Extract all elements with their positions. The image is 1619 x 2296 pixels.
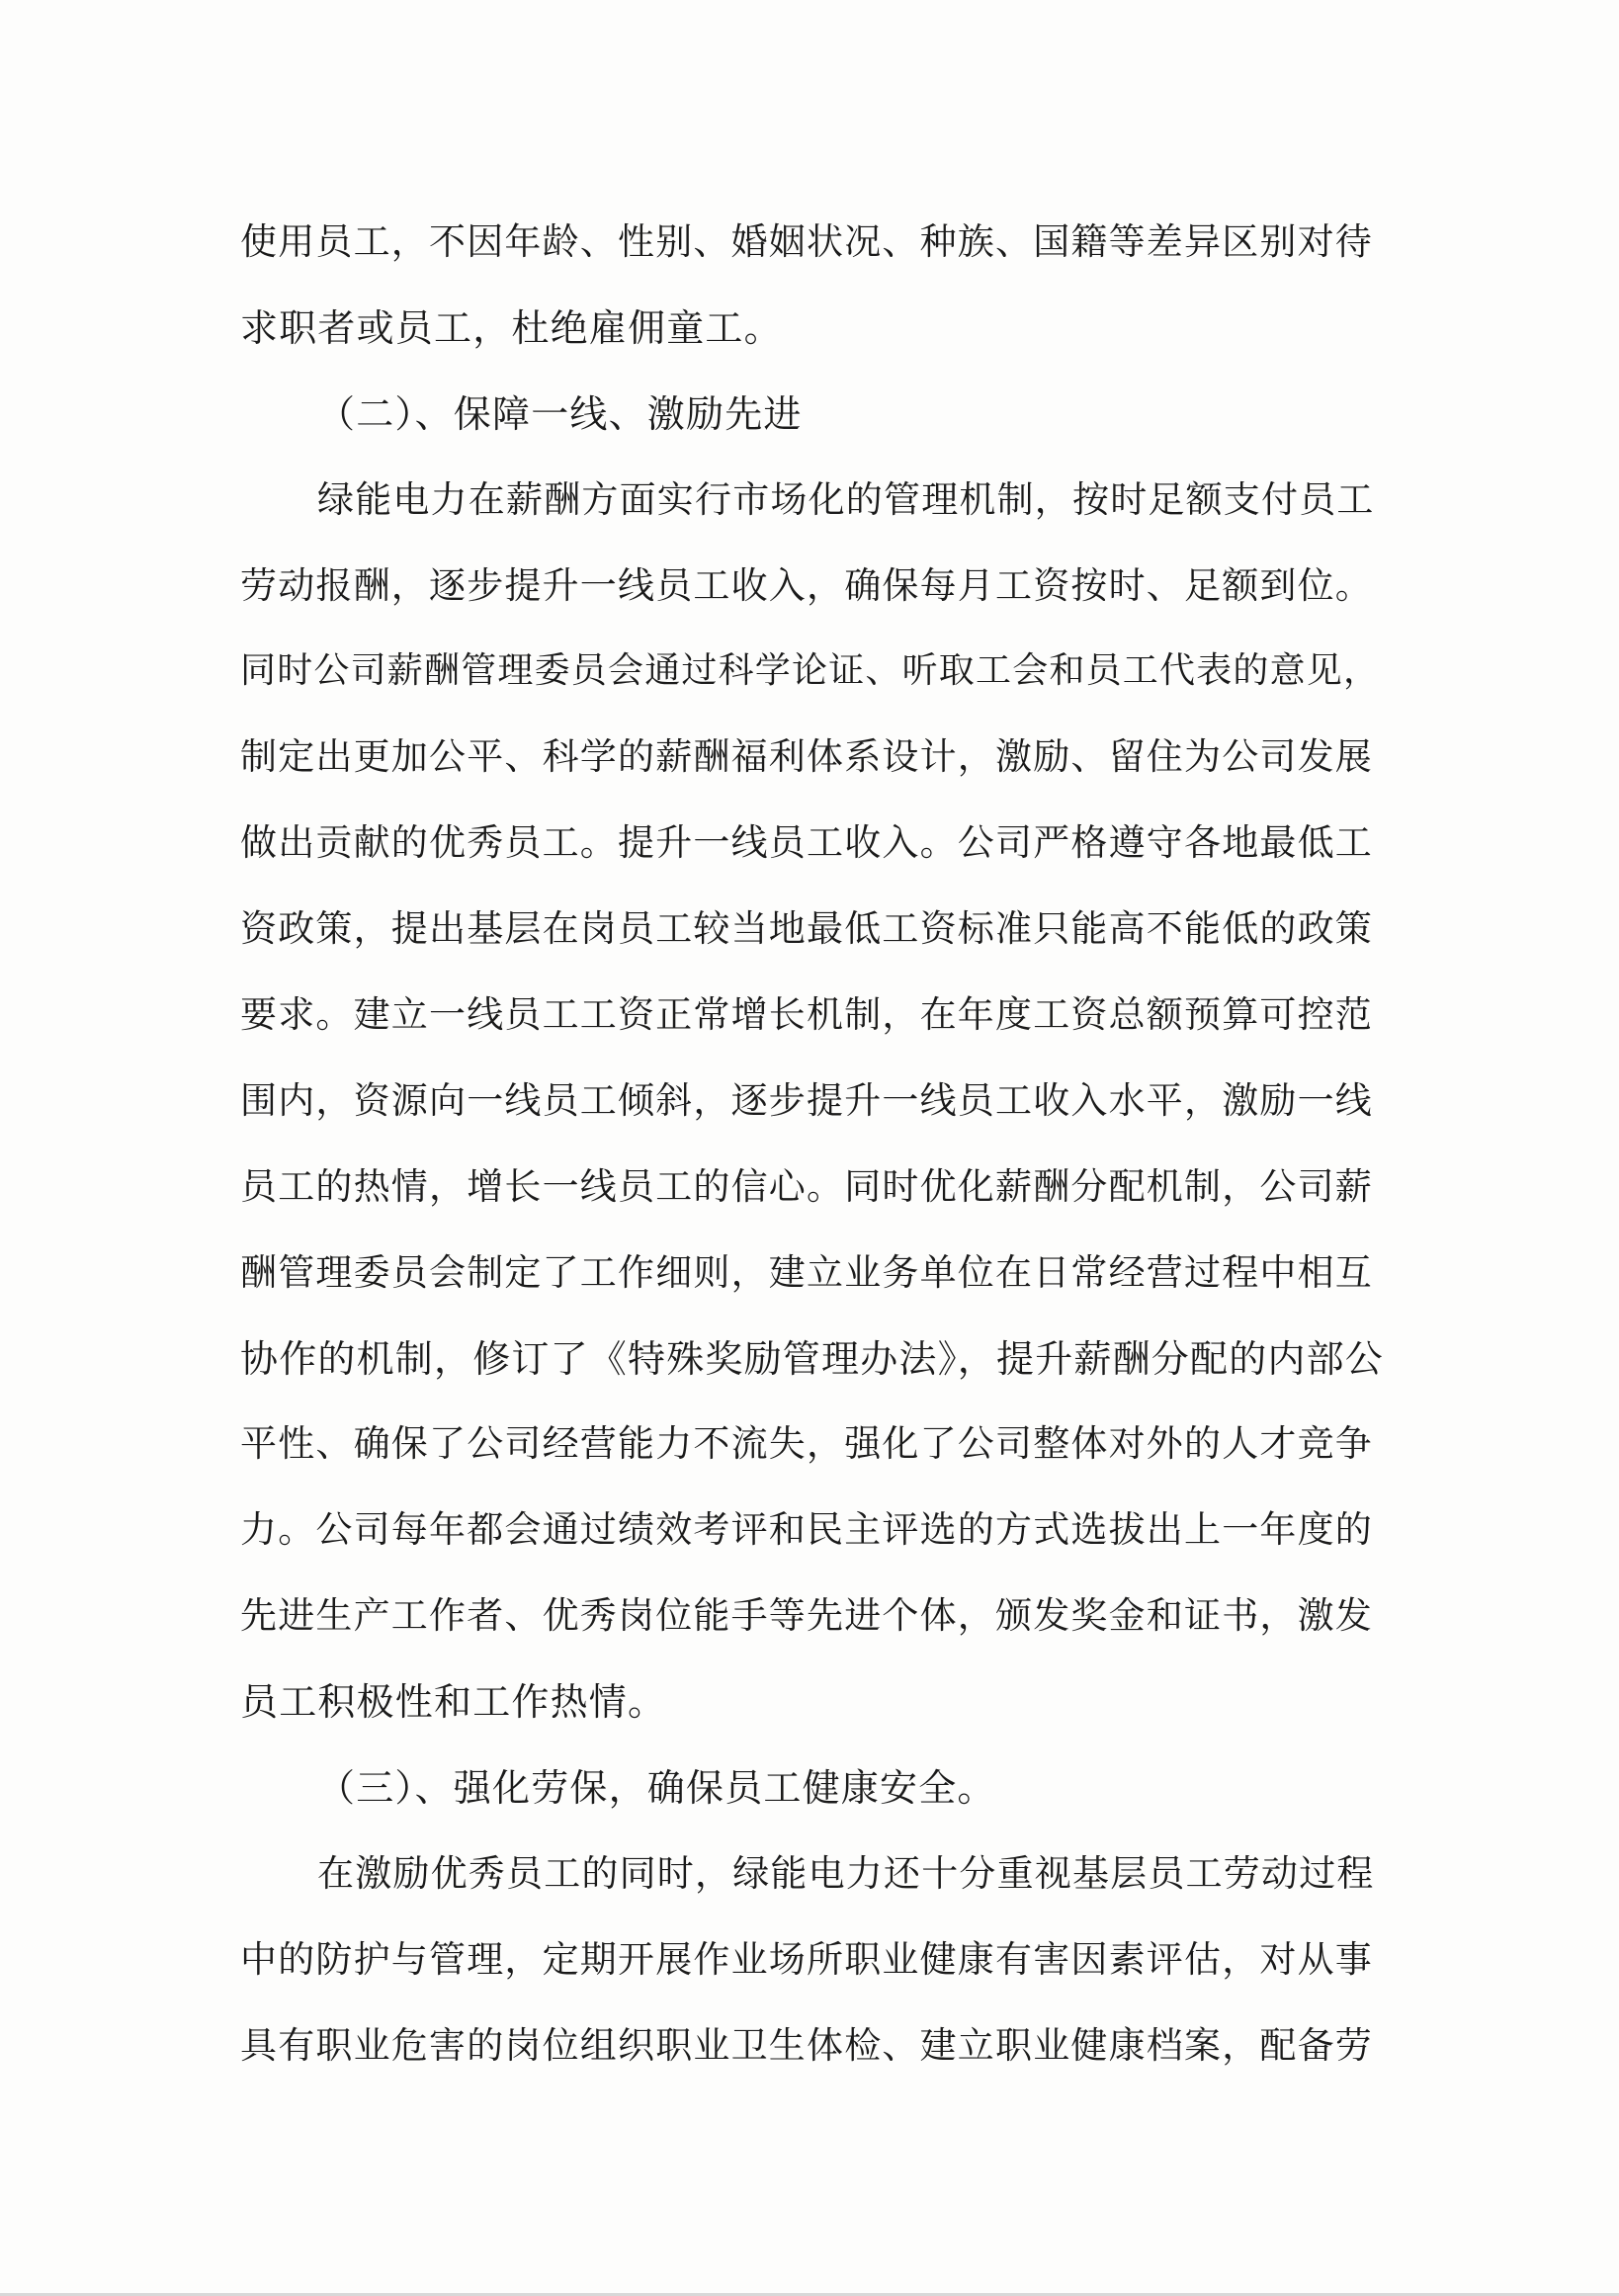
text-line: 员工的热情，增长一线员工的信心。同时优化薪酬分配机制，公司薪 [240, 1164, 1373, 1208]
text-line: 要求。建立一线员工工资正常增长机制，在年度工资总额预算可控范 [240, 993, 1373, 1037]
text-line: 绿能电力在薪酬方面实行市场化的管理机制，按时足额支付员工 [317, 477, 1375, 521]
text-line: 力。公司每年都会通过绩效考评和民主评选的方式选拔出上一年度的 [240, 1508, 1373, 1552]
text-line: 中的防护与管理，定期开展作业场所职业健康有害因素评估，对从事 [240, 1937, 1373, 1981]
text-line: 在激励优秀员工的同时，绿能电力还十分重视基层员工劳动过程 [317, 1851, 1375, 1895]
text-line: 具有职业危害的岗位组织职业卫生体检、建立职业健康档案，配备劳 [240, 2023, 1373, 2067]
text-line: 劳动报酬，逐步提升一线员工收入，确保每月工资按时、足额到位。 [240, 563, 1373, 607]
text-line: 围内，资源向一线员工倾斜，逐步提升一线员工收入水平，激励一线 [240, 1078, 1373, 1122]
text-line: 先进生产工作者、优秀岗位能手等先进个体，颁发奖金和证书，激发 [240, 1594, 1373, 1638]
text-line: 平性、确保了公司经营能力不流失，强化了公司整体对外的人才竞争 [240, 1422, 1373, 1466]
text-line: 求职者或员工，杜绝雇佣童工。 [240, 305, 783, 350]
text-line: 资政策，提出基层在岗员工较当地最低工资标准只能高不能低的政策 [240, 907, 1373, 951]
text-line: 做出贡献的优秀员工。提升一线员工收入。公司严格遵守各地最低工 [240, 821, 1373, 865]
text-line: 使用员工，不因年龄、性别、婚姻状况、种族、国籍等差异区别对待 [240, 220, 1373, 263]
section-heading: （三）、强化劳保，确保员工健康安全。 [317, 1766, 996, 1811]
text-line: 酬管理委员会制定了工作细则，建立业务单位在日常经营过程中相互 [240, 1250, 1373, 1294]
text-line: 员工积极性和工作热情。 [240, 1680, 667, 1725]
document-body [240, 213, 1387, 2102]
text-line: 制定出更加公平、科学的薪酬福利体系设计，激励、留住为公司发展 [240, 735, 1373, 779]
section-heading: （二）、保障一线、激励先进 [317, 391, 803, 436]
text-line: 同时公司薪酬管理委员会通过科学论证、听取工会和员工代表的意见， [240, 650, 1381, 692]
text-line: 协作的机制，修订了《特殊奖励管理办法》，提升薪酬分配的内部公 [240, 1336, 1385, 1381]
